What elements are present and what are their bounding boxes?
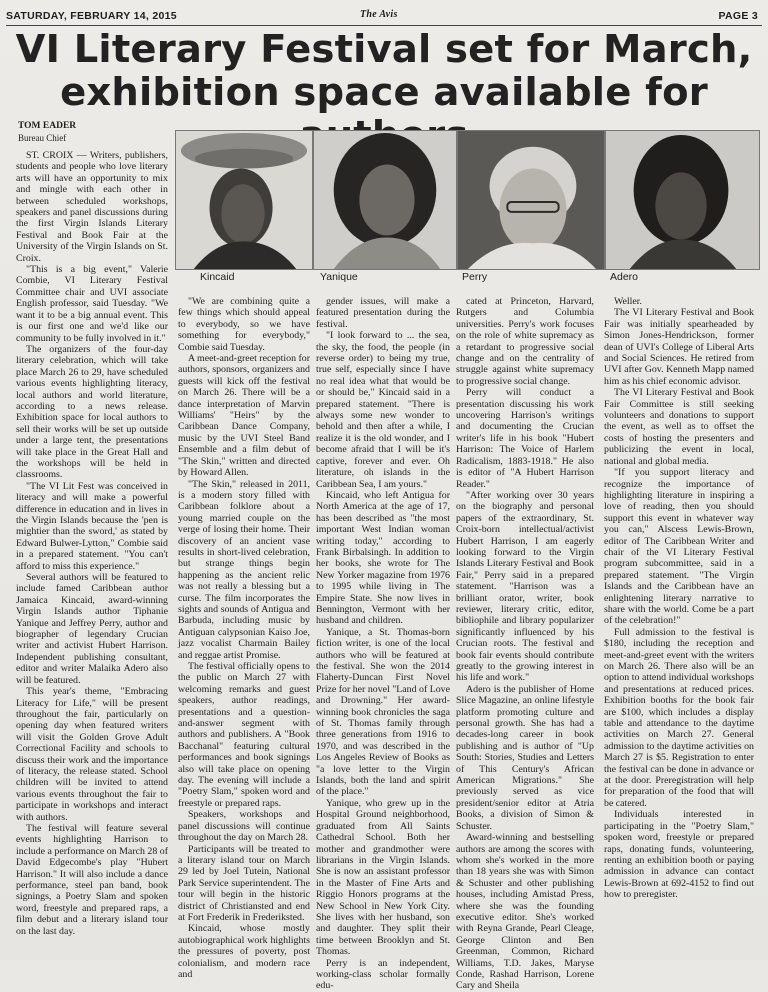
paragraph: gender issues, will make a featured presentation during the festival. — [316, 296, 450, 330]
paragraph: Participants will be treated to a literary island tour on March 29 led by Joel Tutein, National Park Service superintendent. The tour will begin in the historic district of Christiansted and end at Fort Frederik in Frederiksted. — [178, 843, 310, 923]
article-column-1 — [16, 150, 168, 960]
paragraph: "If you support literacy and recognize the importance of highlighting literature in inspiring a love of reading, then you should support this event in whatever way you can," Alscess Lewis-Brown, editor of The Caribbean Writer and chair of the VI Literary Festival program subcommittee, said in a prepared statement. "The Virgin Islands and the Caribbean have an enlightening literary narrative to share with the world. Come be a part of the celebration!" — [604, 467, 754, 627]
page-number: PAGE 3 — [718, 10, 758, 22]
paragraph: Kincaid, whose mostly autobiographical work highlights the pressures of poverty, post colonialism, and modern race and — [178, 923, 310, 980]
paragraph: "After working over 30 years on the biography and personal papers of the extraordinary, St. Croix-born intellectual/activist Hubert Harrison, I am eagerly looking forward to the Virgin Islands Literary Festival and Book Fair," Perry said in a prepared statement. "Harrison was a brilliant orator, writer, book reviewer, literary critic, editor, bibliophile and library popularizer significantly influenced by his Crucian roots. The festival and book fair events should contribute greatly to the growing interest in his life and work." — [456, 489, 594, 684]
masthead-rule — [6, 25, 762, 26]
paragraph: This year's theme, "Embracing Literacy for Life," will be present throughout the fair, particularly on opening day when featured writers will visit the Golden Grove Adult Correctional Facility and schools to discuss their work and the importance of literacy, the release stated. School children will be invited to attend various events throughout the fair to participate in workshops and interact with authors. — [16, 686, 168, 823]
caption-kincaid: Kincaid — [200, 271, 235, 283]
paragraph: Several authors will be featured to include famed Caribbean author Jamaica Kincaid, award-winning Virgin Islands author Tiphanie Yanique and Jeffrey Perry, author and biographer of legendary Crucian writer and activist Hubert Harrison. Independent publishing consultant, editor and writer Malaika Adero also will be featured. — [16, 572, 168, 686]
paragraph: The festival officially opens to the public on March 27 with welcoming remarks and guest speakers, author readings, presentations and a question-and-answer segment with authors and publishers. A "Book Bacchanal" featuring cultural performances and book signings also will take place on opening day. The evening will include a "Poetry Slam," spoken word and freestyle or prepared raps. — [178, 661, 310, 809]
paragraph: Adero is the publisher of Home Slice Magazine, an online lifestyle platform promoting culture and personal growth. She has had a decades-long career in book publishing and is author of "Up South: Stories, Studies and Letters of This Century's African American Migrations." She previously served as vice president/senior editor at Atria Books, a division of Simon & Schuster. — [456, 683, 594, 832]
caption-perry: Perry — [462, 271, 488, 283]
paragraph: Speakers, workshops and panel discussions will continue throughout the day on March 28. — [178, 809, 310, 844]
photo-kincaid — [175, 130, 313, 270]
paper-name: The Avis — [360, 9, 398, 20]
paragraph: cated at Princeton, Harvard, Rutgers and Columbia universities. Perry's work focuses on the role of white supremacy as a retardant to progressive social change and on the centrality of struggle against white supremacy to progressive social change. — [456, 296, 594, 387]
paragraph: Award-winning and bestselling authors are among the scores with whom she's worked in the more than 18 years she was with Simon & Schuster and other publishing houses, including Amistad Press, where she was the founding executive editor. She's worked with Reyna Grande, Pearl Cleage, George Clinton and Ben Greenman, Common, Richard Williams, T.D. Jakes, Maryse Conde, Rashad Harrison, Lorene Cary and Sheila — [456, 832, 594, 992]
caption-yanique: Yanique — [320, 271, 358, 283]
paragraph: The VI Literary Festival and Book Fair Committee is still seeking volunteers and donations to support the event, as well as to offset the costs of hosting the presenters and publicizing the event in local, national and global media. — [604, 387, 754, 467]
paragraph: "The Skin," released in 2011, is a modern story filled with Caribbean folklore about a young married couple on the verge of losing their home. Their discovery of an ancient vase results in short-lived celebration, but strange things begin happening as the ancient relic was not really a blessing but a curse. The film incorporates the sights and sounds of Antigua and Barbuda, including music by Antiguan calypsonian Kaiso Joe, jazz vocalist Charmain Bailey and reggae artist Promise. — [178, 478, 310, 661]
issue-date: SATURDAY, FEBRUARY 14, 2015 — [6, 10, 177, 22]
photo-adero — [605, 130, 760, 270]
paragraph: The organizers of the four-day literary celebration, which will take place March 26 to 29, have scheduled various events highlighting literacy, local authors and world literature, according to a news release. Exhibition space for local authors to sell their works will be set up outside under a large tent, the presentations will take place in the Great Hall and the workshops will be held in classrooms. — [16, 343, 168, 481]
byline-role: Bureau Chief — [18, 133, 67, 143]
paragraph: Kincaid, who left Antigua for North America at the age of 17, has been described as "the most important West Indian woman writing today," according to Frank Birbalsingh. In addition to her books, she wrote for The New Yorker magazine from 1976 to 1995 while living in The Empire State. She now lives in Bennington, Vermont with her husband and children. — [316, 489, 450, 627]
photo-yanique — [313, 130, 457, 270]
paragraph: Perry will conduct a presentation discussing his work uncovering Harrison's writings and documenting the Crucian writer's life in his book "Hubert Harrison: The Voice of Harlem Radicalism, 1883-1918." He also is editor of "A Hubert Harrison Reader." — [456, 387, 594, 490]
paragraph: Perry is an independent, working-class scholar formally edu- — [316, 957, 450, 992]
paragraph: "The VI Lit Fest was conceived in literacy and will make a powerful difference in education and in lives in the Virgin Islands because the 'pen is mightier than the sword,' as stated by Edward Bulwer-Lytton," Combie said in a prepared statement. "You can't afford to miss this experience." — [16, 480, 168, 572]
paragraph: Individuals interested in participating in the "Poetry Slam," spoken word, freestyle or prepared raps, donating funds, volunteering, renting an exhibition booth or paying admission in advance can contact Lewis-Brown at 692-4152 to find out how to preregister. — [604, 809, 754, 901]
article-column-3 — [316, 296, 451, 992]
article-column-2 — [178, 296, 311, 980]
paragraph: "I look forward to ... the sea, the sky, the food, the people (in reverse order) to being my true, true self, especially since I have no real idea what that would be or should be," Kincaid said in a prepared statement. "There is always some new wonder to behold and then after a while, I realize it is the old wonder, and I become afraid that I will be it's captive, forever and ever. Oh literature, oh islands in the Caribbean Sea, I am yours." — [316, 330, 450, 490]
paragraph: A meet-and-greet reception for authors, sponsors, organizers and guests will kick off the festival on March 26. There will be a dance interpretation of Marvin Williams' "Heirs" by the Caribbean Dance Company, music by the UVI Steel Band Ensemble and a film debut of "The Skin," written and directed by Howard Allen. — [178, 353, 311, 479]
paragraph: "This is a big event," Valerie Combie, VI Literary Festival Committee chair and UVI associate English professor, said Tuesday. "We want it to be a big annual event. This is our first one and we'd like our community to be fully involved in it." — [16, 264, 168, 344]
paragraph: Weller. — [614, 296, 642, 307]
masthead — [6, 8, 758, 24]
caption-adero: Adero — [610, 271, 639, 283]
paragraph: Full admission to the festival is $180, including the reception and meet-and-greet event with the writers on March 26. There also will be an option to attend individual workshops and presentations at reduced prices. Exhibition booths for the book fair are $100, which includes a display table and attendance to the daytime activities on March 27. General admission to the daytime activities on March 27 is $5. Registration to enter the festival can be done in advance or at the door. Preregistration will help for preparation of the food that will be catered. — [604, 626, 754, 809]
paragraph: The festival will feature several events highlighting Harrison to include a performance on March 28 of David Edgecombe's play "Hubert Harrison." It will also include a dance performance, steel pan band, book signings, a Poetry Slam and spoken word, freestyle and prepared raps, a film debut and a literary island tour on the last day. — [16, 822, 168, 937]
article-column-5 — [604, 296, 754, 960]
article-column-4 — [456, 296, 594, 992]
paragraph: "We are combining quite a few things which should appeal to everybody, so we have something for everybody," Combie said Tuesday. — [178, 296, 310, 353]
photo-perry — [457, 130, 605, 270]
headline: VI Literary Festival set for March, exhibition space available for — [15, 27, 753, 115]
paragraph: The VI Literary Festival and Book Fair was initially spearheaded by Simon Jones-Hendrickson, former dean of UVI's College of Liberal Arts and Social Sciences. He retired from UVI after Gov. Kenneth Mapp named him as his chief economic advisor. — [604, 307, 754, 387]
paragraph: ST. CROIX — Writers, publishers, students and people who love literary arts will have an opportunity to mix and mingle with each other in between scheduled workshops, speakers and panel discussions during the first Virgin Islands Literary Festival and Book Fair at the University of the Virgin Islands on St. Croix. — [16, 150, 168, 264]
paragraph: Yanique, who grew up in the Hospital Ground neighborhood, graduated from All Saints Cathedral School. Both her mother and grandmother were librarians in the Virgin Islands. She is now an assistant professor in the Master of Fine Arts and Riggio Honors programs at the New School in New York City. She lives with her husband, son and daughter. They split their time between Brooklyn and St. Thomas. — [316, 797, 450, 958]
byline-name: TOM EADER — [18, 121, 77, 131]
byline — [18, 120, 76, 144]
paragraph: Yanique, a St. Thomas-born fiction writer, is one of the local authors who will be featured at the festival. She won the 2014 Flaherty-Duncan First Novel Prize for her novel "Land of Love and Drowning." Her award-winning book chronicles the saga of St. Thomas family through three generations from 1916 to 1970, and was described in the Los Angeles Review of Books as "a love letter to the Virgin Islands, both the land and spirit of the place." — [316, 626, 451, 798]
